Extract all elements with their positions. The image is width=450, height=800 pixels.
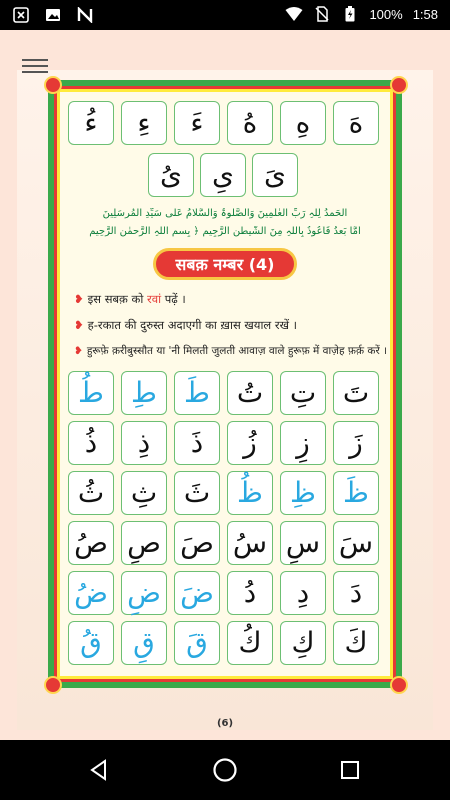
arabic-invocation-line: اَمَّا بَعدُ فَاَعُوذُ بِاللّٰہِ مِنَ الشَّیطٰنِ الرَّجِیمِ ﴿ بِسمِ اللّٰہِ الرَّحمٰنِ الرَّحِیمِ — [89, 226, 361, 237]
letter-card: هِ — [280, 101, 326, 145]
letter-card: كَ — [333, 621, 379, 665]
letter-card: طُ — [68, 371, 114, 415]
letter-card: ذِ — [121, 421, 167, 465]
back-icon[interactable] — [86, 756, 114, 784]
menu-icon-line — [22, 59, 48, 61]
bullet-icon: ❥ — [74, 292, 84, 306]
arabic-invocation-line: الحَمدُ لِلّٰہِ رَبِّ العٰلَمِینَ وَالصَّلٰوۃُ وَالسَّلَامُ عَلٰی سَیِّدِ المُرسَلِینَ — [102, 208, 348, 219]
letter-card: دِ — [280, 571, 326, 615]
letter-card: سَ — [333, 521, 379, 565]
letter-card: دَ — [333, 571, 379, 615]
letter-card: دُ — [227, 571, 273, 615]
letter-card: یُ — [148, 153, 194, 197]
letter-card: زَ — [333, 421, 379, 465]
letter-card: قُ — [68, 621, 114, 665]
letter-card: تَ — [333, 371, 379, 415]
battery-percent: 100% — [369, 6, 403, 22]
recents-icon[interactable] — [336, 756, 364, 784]
letter-card: ءُ — [68, 101, 114, 145]
menu-button[interactable] — [22, 55, 48, 75]
wifi-icon — [285, 5, 303, 23]
letter-card: سُ — [227, 521, 273, 565]
letter-card: زِ — [280, 421, 326, 465]
letter-card: ظَ — [333, 471, 379, 515]
letter-card: هَ — [333, 101, 379, 145]
letter-card: یَ — [252, 153, 298, 197]
letter-card: ثُ — [68, 471, 114, 515]
lesson-title: सबक़ नम्बर (4) — [175, 255, 275, 274]
menu-icon-line — [22, 65, 48, 67]
n-logo-icon — [76, 6, 94, 24]
letter-card: هُ — [227, 101, 273, 145]
frame-corner-flower — [44, 676, 62, 694]
letter-card: ظِ — [280, 471, 326, 515]
letter-card: زُ — [227, 421, 273, 465]
letter-card: ثِ — [121, 471, 167, 515]
letter-card: سِ — [280, 521, 326, 565]
battery-icon — [341, 5, 359, 23]
letter-card: صَ — [174, 521, 220, 565]
letter-card: كُ — [227, 621, 273, 665]
status-bar — [0, 0, 450, 30]
letter-card: ضُ — [68, 571, 114, 615]
frame-corner-flower — [390, 676, 408, 694]
letter-card: صِ — [121, 521, 167, 565]
navigation-bar — [0, 740, 450, 800]
page-number: (6) — [216, 718, 234, 729]
instruction-line — [74, 318, 297, 333]
frame-corner-flower — [390, 76, 408, 94]
letter-card: یِ — [200, 153, 246, 197]
instruction-line — [74, 344, 387, 358]
close-box-icon — [12, 6, 30, 24]
instruction-text: इस सबक़ को — [87, 292, 148, 306]
letter-card: قَ — [174, 621, 220, 665]
instruction-text: ह-रकात की दुरुस्त अदाएगी का ख़ास खयाल रखें । — [87, 318, 298, 332]
bullet-icon: ❥ — [74, 345, 83, 357]
clock: 1:58 — [412, 6, 438, 22]
lesson-banner — [153, 248, 297, 280]
letter-card: ذُ — [68, 421, 114, 465]
home-icon[interactable] — [211, 756, 239, 784]
letter-card: ظُ — [227, 471, 273, 515]
letter-card: صُ — [68, 521, 114, 565]
letter-card: ذَ — [174, 421, 220, 465]
letter-card: طِ — [121, 371, 167, 415]
letter-card: ثَ — [174, 471, 220, 515]
no-sim-icon — [313, 5, 331, 23]
letter-card: ضِ — [121, 571, 167, 615]
letter-card: كِ — [280, 621, 326, 665]
letter-card: تِ — [280, 371, 326, 415]
bullet-icon: ❥ — [74, 318, 84, 332]
letter-card: قِ — [121, 621, 167, 665]
menu-icon-line — [22, 71, 48, 73]
image-icon — [44, 6, 62, 24]
instruction-highlight: रवां — [147, 292, 162, 306]
instruction-line — [74, 292, 186, 307]
letter-card: طَ — [174, 371, 220, 415]
frame-corner-flower — [44, 76, 62, 94]
instruction-text: पढ़ें । — [161, 292, 186, 306]
letter-card: ضَ — [174, 571, 220, 615]
letter-card: تُ — [227, 371, 273, 415]
letter-card: ءَ — [174, 101, 220, 145]
instruction-text: हुरूफ़े क़रीबुस्सौत या 'नी मिलती जुलती आवाज़ वाले हुरूफ़ में वाज़ेह फ़र्क़ करें । — [86, 345, 388, 357]
letter-card: ءِ — [121, 101, 167, 145]
